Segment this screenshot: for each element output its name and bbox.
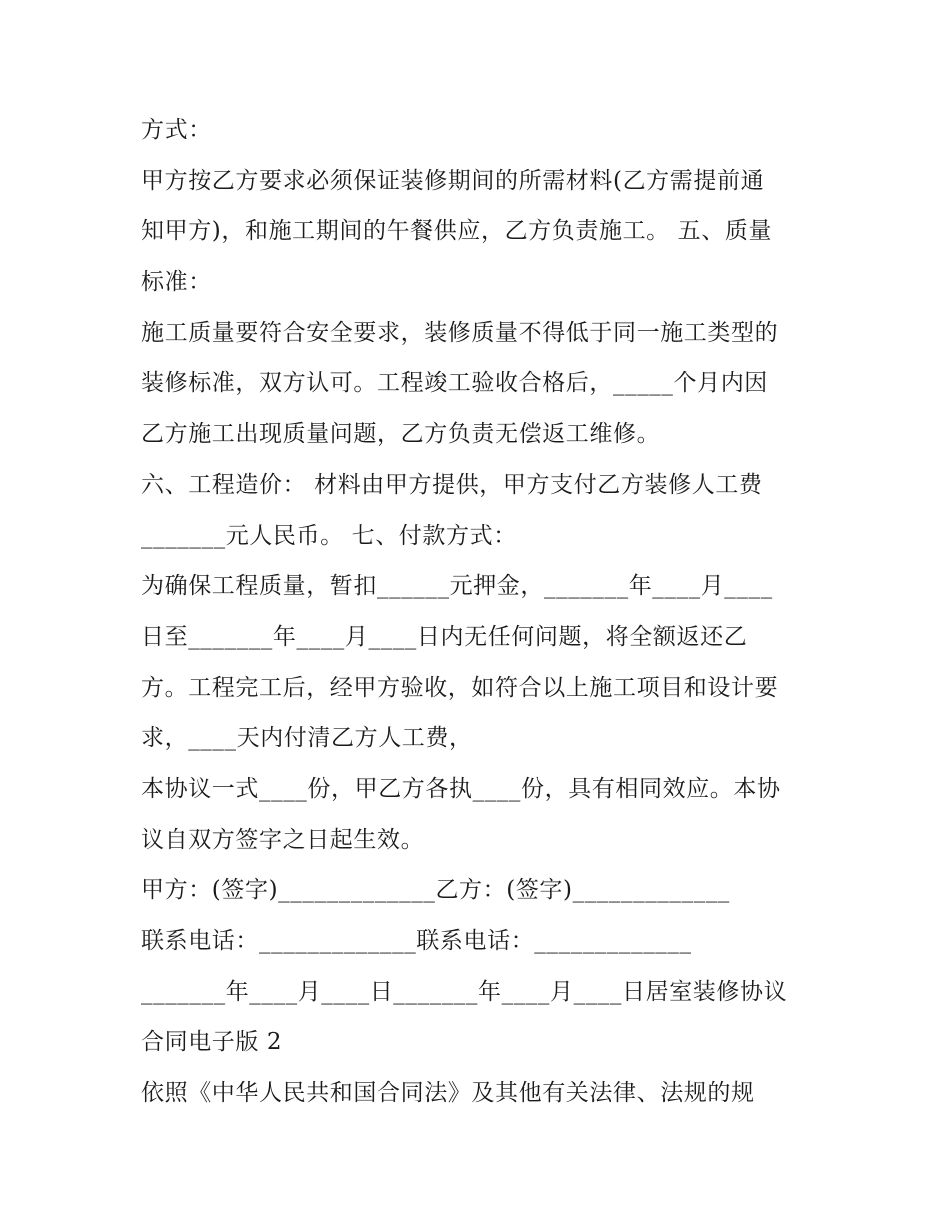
text-line: 本协议一式____份，甲乙方各执____份，具有相同效应。本协 — [141, 776, 781, 802]
text-line: 联系电话：_____________联系电话：_____________ — [141, 928, 692, 954]
text-line: 甲方按乙方要求必须保证装修期间的所需材料(乙方需提前通 — [141, 168, 765, 194]
text-line: _______年____月____日_______年____月____日居室装修协议 — [141, 979, 788, 1005]
text-line: 知甲方)，和施工期间的午餐供应，乙方负责施工。 五、质量 — [141, 218, 773, 244]
text-line: 甲方：(签字)_____________乙方：(签字)_____________ — [141, 877, 730, 903]
text-line: 标准： — [141, 269, 212, 295]
text-line: 合同电子版 2 — [141, 1029, 283, 1055]
text-line: 依照《中华人民共和国合同法》及其他有关法律、法规的规 — [141, 1080, 755, 1106]
text-line: 乙方施工出现质量问题，乙方负责无偿返工维修。 — [141, 421, 661, 447]
text-line: 方。工程完工后，经甲方验收，如符合以上施工项目和设计要 — [141, 675, 779, 701]
text-line: _______元人民币。 七、付款方式： — [141, 523, 517, 549]
text-line: 施工质量要符合安全要求，装修质量不得低于同一施工类型的 — [141, 320, 779, 346]
text-line: 六、工程造价： 材料由甲方提供，甲方支付乙方装修人工费 — [141, 472, 763, 498]
text-line: 装修标准，双方认可。工程竣工验收合格后，_____个月内因 — [141, 370, 768, 396]
text-line: 方式： — [141, 117, 212, 143]
text-line: 议自双方签字之日起生效。 — [141, 827, 425, 853]
text-line: 求，____天内付清乙方人工费， — [141, 725, 473, 751]
text-line: 为确保工程质量，暂扣______元押金，_______年____月____ — [141, 573, 773, 599]
text-line: 日至_______年____月____日内无任何问题，将全额返还乙 — [141, 624, 748, 650]
